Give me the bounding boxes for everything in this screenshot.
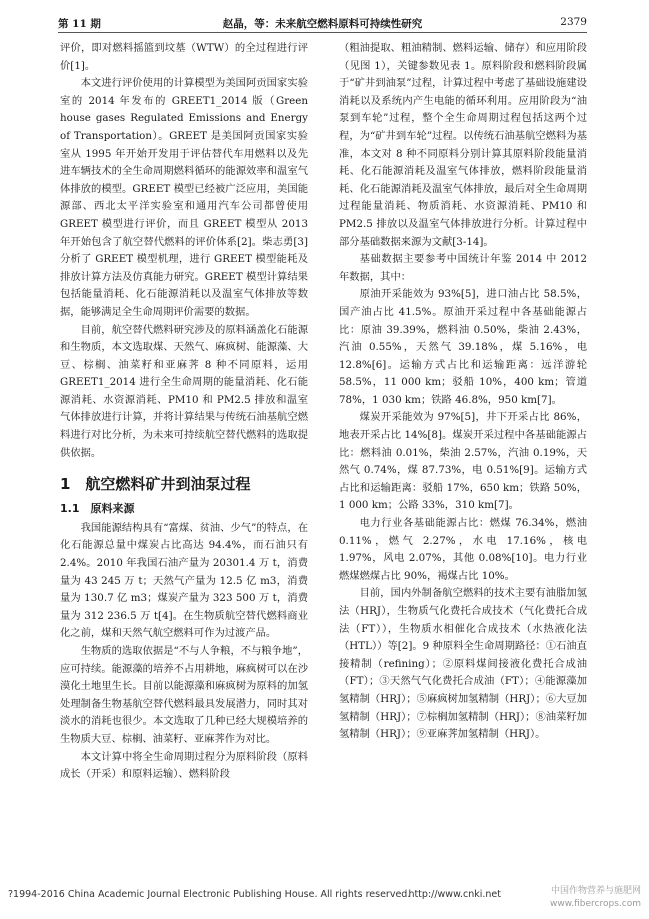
paragraph: 生物质的选取依据是“不与人争粮，不与粮争地”，应可持续。能源藻的培养不占用耕地，麻疯树可以在沙漠化土地里生长。目前以能源藻和麻疯树为原料的加氢处理制备生物基航空替代燃料最具发展潜力，同时其对淡水的消耗也很少。本文选取了几种已经大规模培养的生物质大豆、棕榈、油菜籽、亚麻荠作为对比。	[60, 645, 308, 745]
page-footer	[8, 885, 641, 915]
running-title: 赵晶，等：未来航空燃料原料可持续性研究	[222, 18, 423, 30]
page-number: 2379	[560, 16, 587, 28]
paragraph: 我国能源结构具有“富煤、贫油、少气”的特点，在化石能源总量中煤炭占比高达 94.4%，而石油只有 2.4%。2010 年我国石油产量为 20301.4 万 t，消费量为 43 245 万 t；天然气产量为 12.5 亿 m3，消费量为 130.7 亿 m3；煤炭产量为 323 500 万 t，消费量为 312 236.5 万 t[4]。在生物质航空替代燃料商业化之前，煤和天然气航空燃料可作为过渡产品。	[60, 521, 308, 640]
paragraph: 评价，即对燃料摇篮到坟墓（WTW）的全过程进行评价[1]。	[60, 42, 308, 72]
paragraph: 目前，航空替代燃料研究涉及的原料涵盖化石能源和生物质，本文选取煤、天然气、麻疯树、能源藻、大豆、棕榈、油菜籽和亚麻荠 8 种不同原料，运用 GREET1_2014 进行全生命周期的能量消耗、化石能源消耗、水资源消耗、PM10 和 PM2.5 排放和温室气体排放进行计算，并将计算结果与传统石油基航空燃料进行对比分析，为未来可持续航空替代燃料的选取提供依据。	[60, 323, 308, 459]
footer-url: http://www.cnki.net	[408, 889, 501, 900]
section-heading: 1 航空燃料矿井到油泵过程	[60, 475, 251, 494]
right-column	[339, 40, 587, 744]
paragraph: 本文计算中将全生命周期过程分为原料阶段（原料成长（开采）和原料运输）、燃料阶段	[60, 750, 308, 781]
paragraph: 原油开采能效为 93%[5]，进口油占比 58.5%，国产油占比 41.5%。原油开采过程中各基础能源占比：原油 39.39%，燃料油 0.50%，柴油 2.43%，汽油 0.55%，天然气 39.18%，煤 5.16%，电 12.8%[6]。运输方式占比和运输距离：远洋游轮 58.5%，11 000 km；驳船 10%，400 km；管道 78%，1 030 km；铁路 46.8%，950 km[7]。	[339, 288, 587, 406]
running-header	[58, 14, 587, 33]
paragraph: 本文进行评价使用的计算模型为美国阿贡国家实验室的 2014 年发布的 GREET1_2014 版（Green house gases Regulated Emissions and Energy of Transportation）。GREET 是美国阿贡国家实验室从 1995 年开始开发用于评估替代车用燃料以及先进车辆技术的全生命周期燃料循环的能源效率和温室气体排放的模型。GREET 模型已经被广泛应用，美国能源部、西北太平洋实验室和通用汽车公司都曾使用 GREET 模型进行评价，而且 GREET 模型从 2013 年开始包含了航空替代燃料的评价体系[2]。柴志勇[3]分析了 GREET 模型机理，进行 GREET 模型能耗及排放计算方法及仿真能力研究。GREET 模型计算结果包括能量消耗、化石能源消耗以及温室气体排放等数据，能够满足全生命周期评价需要的数据。	[60, 77, 308, 318]
paragraph: 煤炭开采能效为 97%[5]，井下开采占比 86%，地表开采占比 14%[8]。煤炭开采过程中各基础能源占比：燃料油 0.01%，柴油 2.57%，汽油 0.19%，天然气 0.74%，煤 87.73%，电 0.51%[9]。运输方式占比和运输距离：驳船 17%，650 km；铁路 50%，1 000 km；公路 33%，310 km[7]。	[339, 411, 587, 512]
watermark-line: www.fibercrops.com	[550, 899, 641, 909]
issue-number: 第 11 期	[58, 18, 101, 30]
copyright-notice: ?1994-2016 China Academic Journal Electronic Publishing House. All rights reserved.	[8, 889, 411, 900]
watermark-line: 中国作物营养与施肥网	[550, 886, 641, 896]
paragraph: 电力行业各基础能源占比：燃煤 76.34%，燃油 0.11%，燃气 2.27%，水电 17.16%，核电 1.97%，风电 2.07%，其他 0.08%[10]。电力行业燃煤燃煤占比 90%，褐煤占比 10%。	[339, 517, 587, 582]
paragraph: 基础数据主要参考中国统计年鉴 2014 中 2012 年数据，其中：	[339, 253, 587, 283]
watermark	[503, 885, 641, 911]
subsection-heading: 1.1 原料来源	[60, 502, 135, 516]
paragraph: 目前，国内外制备航空燃料的技术主要有油脂加氢法（HRJ），生物质气化费托合成技术（气化费托合成法（FT）），生物质水相催化合成技术（水热液化法（HTL））等[2]。9 种原料全生命周期路径：①石油直接精制（refining）；②原料煤间接液化费托合成油（FT）；③天然气气化费托合成油（FT）；④能源藻加氢精制（HRJ）；⑤麻疯树加氢精制（HRJ）；⑥大豆加氢精制（HRJ）；⑦棕榈加氢精制（HRJ）；⑧油菜籽加氢精制（HRJ）；⑨亚麻荠加氢精制（HRJ）。	[339, 587, 587, 741]
paragraph: （粗油提取、粗油精制、燃料运输、储存）和应用阶段（见图 1），关键参数见表 1。原料阶段和燃料阶段属于“矿井到油泵”过程，计算过程中考虑了基础设施建设消耗以及系统内产生电能的循环利用。应用阶段为“油泵到车轮”过程，整个全生命周期过程包括这两个过程，为“矿井到车轮”过程。以传统石油基航空燃料为基准，本文对 8 种不同原料分别计算其原料阶段能量消耗、化石能源消耗及温室气体排放，燃料阶段能量消耗、化石能源消耗及温室气体排放，最后对全生命周期过程能量消耗、物质消耗、水资源消耗、PM10 和 PM2.5 排放以及温室气体排放进行分析。计算过程中部分基础数据来源为文献[3-14]。	[339, 42, 587, 248]
left-column	[60, 40, 308, 784]
